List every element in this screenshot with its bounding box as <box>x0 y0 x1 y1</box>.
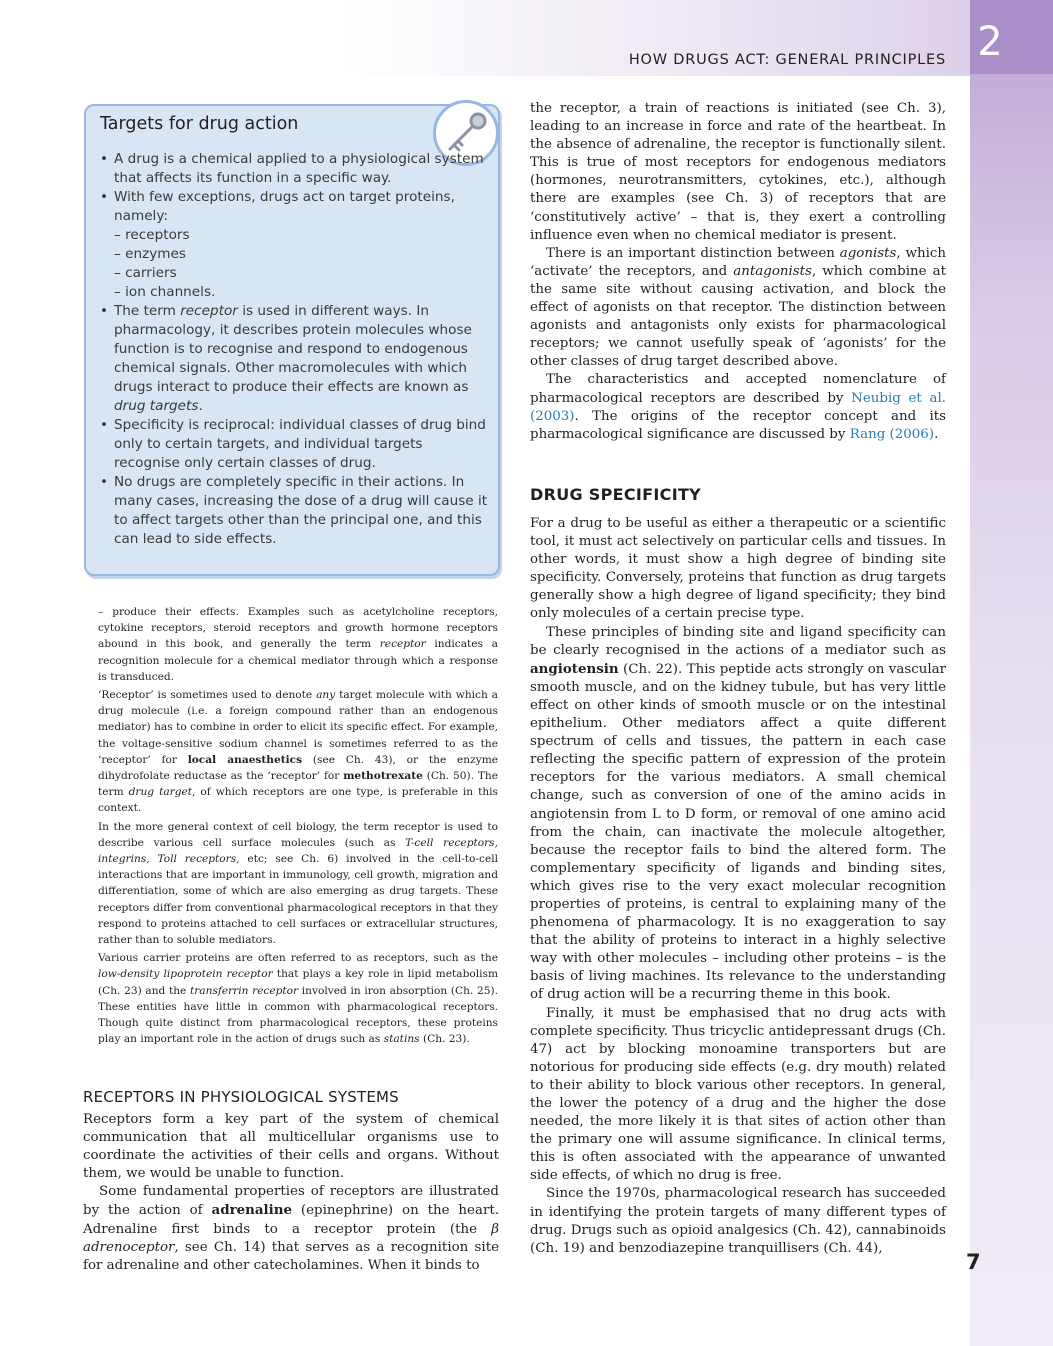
right-body-text-bottom <box>530 515 946 1258</box>
summary-bullet: • Specificity is reciprocal: individual classes of drug bind only to certain targets, and individual targets recognise only certain classes of drug. <box>100 416 490 473</box>
target-item: – receptors <box>114 227 190 243</box>
body-paragraph: Since the 1970s, pharmacological research has succeeded in identifying the protein targets of many different types of drug. Drugs such as opioid analgesics (Ch. 42), cannabinoids (Ch. 19) and benzodiazepine tranquillisers (Ch. 44), <box>530 1186 946 1256</box>
summary-bullet: • A drug is a chemical applied to a physiological system that affects its function in a specific way. <box>100 150 490 188</box>
small-paragraph: In the more general context of cell biology, the term receptor is used to describe various cell surface molecules (such as T-cell receptors, integrins, Toll receptors, etc; see Ch. 6) involved in the cell-to-cell interactions that are important in immunology, cell growth, migration and differentiation, some of which are also emerging as drug targets. These receptors differ from conventional pharmacological receptors in that they respond to proteins attached to cell surfaces or extracellular structures, rather than to soluble mediators. <box>98 820 498 947</box>
chapter-number: 2 <box>977 19 1003 65</box>
target-list <box>114 226 490 302</box>
summary-box-title: Targets for drug action <box>100 114 299 134</box>
section-heading-receptors: RECEPTORS IN PHYSIOLOGICAL SYSTEMS <box>83 1088 399 1106</box>
citation-link-rang[interactable]: Rang (2006) <box>849 426 935 442</box>
section-heading-drug-specificity: DRUG SPECIFICITY <box>530 485 702 504</box>
body-paragraph: For a drug to be useful as either a therapeutic or a scientific tool, it must act selectively on particular cells and tissues. In other words, it must show a high degree of binding site specificity. Conversely, proteins that function as drug targets generally show a high degree of ligand specificity; they bind only molecules of a certain precise type. <box>530 516 946 622</box>
summary-list <box>100 150 490 549</box>
small-paragraph: – produce their effects. Examples such as acetylcholine receptors, cytokine receptors, steroid receptors and growth hormone receptors abound in this book, and generally the term receptor indicates a recognition molecule for a chemical mediator through which a response is transduced. <box>98 606 498 683</box>
summary-bullet: • With few exceptions, drugs act on target proteins, namely: – receptors – enzymes – carriers – ion channels. <box>100 188 490 302</box>
body-paragraph: Receptors form a key part of the system of chemical communication that all multicellular organisms use to coordinate the activities of their cells and organs. Without them, we would be unable to function. <box>83 1112 499 1182</box>
body-paragraph: The characteristics and accepted nomenclature of pharmacological receptors are described by Neubig et al. (2003). The origins of the receptor concept and its pharmacological significance are discussed by Rang (2006). <box>530 372 946 442</box>
body-paragraph: There is an important distinction between agonists, which ‘activate’ the receptors, and antagonists, which combine at the same site without causing activation, and block the effect of agonists on that receptor. The distinction between agonists and antagonists only exists for pharmacological receptors; we cannot usefully speak of ‘agonists’ for the other classes of drug target described above. <box>530 245 946 370</box>
body-paragraph: Finally, it must be emphasised that no drug acts with complete specificity. Thus tricyclic antidepressant drugs (Ch. 47) act by blocking monoamine transporters but are notorious for producing side effects (e.g. dry mouth) related to their ability to block various other receptors. In general, the lower the potency of a drug and the higher the dose needed, the more likely it is that sites of action other than the primary one will assume significance. In clinical terms, this is often associated with the appearance of unwanted side effects, of which no drug is free. <box>530 1005 946 1184</box>
small-print-block <box>98 604 498 1049</box>
target-item: – ion channels. <box>114 284 216 300</box>
summary-box <box>84 104 500 576</box>
left-body-text <box>83 1111 499 1275</box>
chapter-side-strip <box>970 0 1053 1346</box>
body-paragraph: These principles of binding site and ligand specificity can be clearly recognised in the actions of a mediator such as angiotensin (Ch. 22). This peptide acts strongly on vascular smooth muscle, and on the kidney tubule, but has very little effect on other kinds of smooth muscle or on the intestinal epithelium. Other mediators affect a quite different spectrum of cells and tissues, the pattern in each case reflecting the specific pattern of expression of the protein receptors for the various mediators. A small chemical change, such as conversion of one of the amino acids in angiotensin from L to D form, or removal of one amino acid from the chain, can inactivate the molecule altogether, because the receptor fails to bind the altered form. The complementary specificity of ligands and binding sites, which gives rise to the very exact molecular recognition properties of proteins, is central to explaining many of the phenomena of pharmacology. It is no exaggeration to say that the ability of proteins to interact in a highly selective way with other molecules – including other proteins – is the basis of living machines. Its relevance to the understanding of drug action will be a recurring theme in this book. <box>530 624 946 1003</box>
body-paragraph: the receptor, a train of reactions is initiated (see Ch. 3), leading to an increase in force and rate of the heartbeat. In the absence of adrenaline, the receptor is functionally silent. This is true of most receptors for endogenous mediators (hormones, neurotransmitters, cytokines, etc.), although there are examples (see Ch. 3) of receptors that are ‘constitutively active’ – that is, they exert a controlling influence even when no chemical mediator is present. <box>530 101 946 243</box>
summary-bullet: • No drugs are completely specific in their actions. In many cases, increasing the dose of a drug will cause it to affect targets other than the principal one, and this can lead to side effects. <box>100 473 490 549</box>
target-item: – enzymes <box>114 246 186 262</box>
right-body-text-top <box>530 100 946 444</box>
small-paragraph: Various carrier proteins are often referred to as receptors, such as the low-density lipoprotein receptor that plays a key role in lipid metabolism (Ch. 23) and the transferrin receptor involved in iron absorption (Ch. 25). These entities have little in common with pharmacological receptors. Though quite distinct from pharmacological receptors, these proteins play an important role in the action of drugs such as statins (Ch. 23). <box>98 952 498 1046</box>
target-item: – carriers <box>114 265 177 281</box>
page-number: 7 <box>966 1250 981 1274</box>
small-paragraph: ‘Receptor’ is sometimes used to denote any target molecule with which a drug molecule (i.e. a foreign compound rather than an endogenous mediator) has to combine in order to elicit its specific effect. For example, the voltage-sensitive sodium channel is sometimes referred to as the ‘receptor’ for local anaesthetics (see Ch. 43), or the enzyme dihydrofolate reductase as the ‘receptor’ for methotrexate (Ch. 50). The term drug target, of which receptors are one type, is preferable in this context. <box>98 689 499 815</box>
summary-bullet: • The term receptor is used in different ways. In pharmacology, it describes protein molecules whose function is to recognise and respond to endogenous chemical signals. Other macromolecules with which drugs interact to produce their effects are known as drug targets. <box>100 302 490 416</box>
body-paragraph: Some fundamental properties of receptors are illustrated by the action of adrenaline (epinephrine) on the heart. Adrenaline first binds to a receptor protein (the β adrenoceptor, see Ch. 14) that serves as a recognition site for adrenaline and other catecholamines. When it binds to <box>83 1184 499 1273</box>
citation-link-neubig[interactable]: Neubig et al. (2003) <box>530 390 946 424</box>
running-head: HOW DRUGS ACT: GENERAL PRINCIPLES <box>628 52 946 68</box>
